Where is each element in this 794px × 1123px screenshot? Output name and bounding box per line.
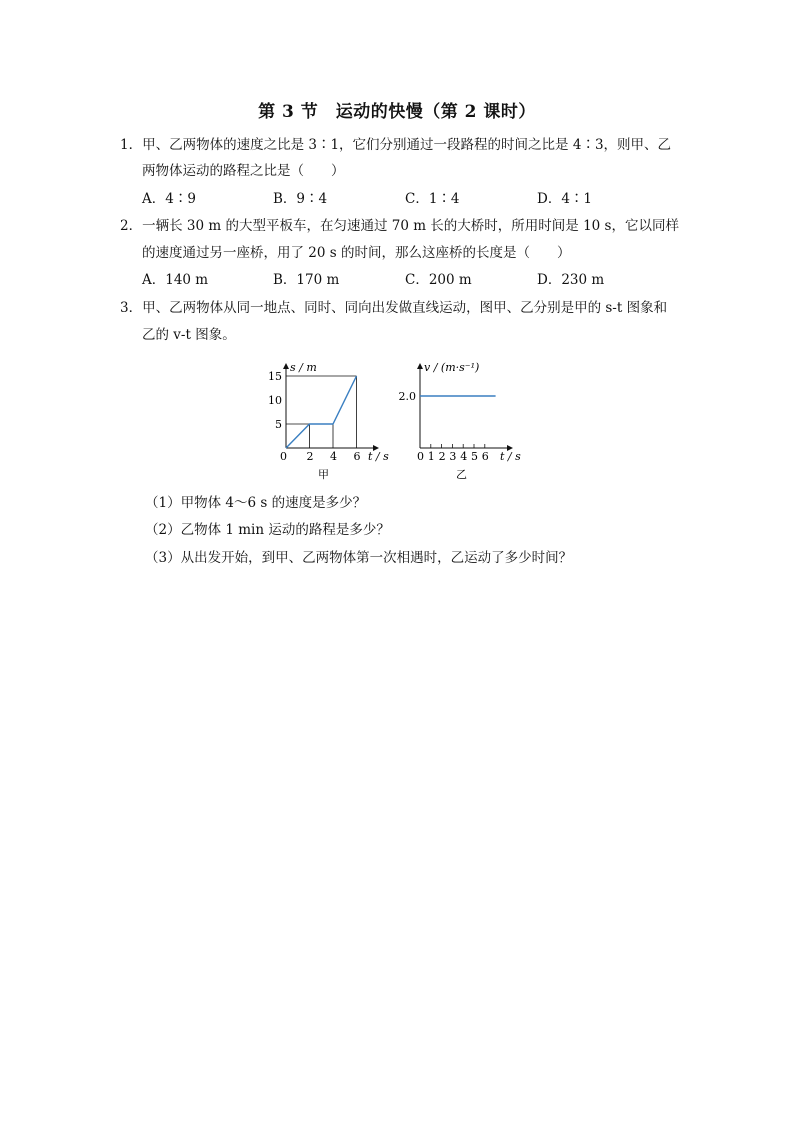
jia-caption: 甲 [318,468,329,481]
q1-option-d: D．4∶1 [537,191,593,207]
q3-line1: 3．甲、乙两物体从同一地点、同时、同向出发做直线运动，图甲、乙分别是甲的 s-t 图象和 [120,300,668,316]
yi-caption: 乙 [456,468,467,481]
chart-yi [399,361,522,481]
yi-x-tick-label: 1 [427,450,435,463]
q3-figure [262,358,532,488]
q1-option-b: B．9∶4 [273,191,328,207]
yi-x-axis-label: t / s [500,450,521,463]
q3-sub3: （3）从出发开始，到甲、乙两物体第一次相遇时，乙运动了多少时间？ [145,550,573,566]
q3-sub1: （1）甲物体 4～6 s 的速度是多少？ [145,495,367,511]
jia-y-tick-label: 15 [268,370,282,383]
chart-jia [268,361,389,481]
q1-option-a: A．4∶9 [142,191,196,207]
q3-sub2: （2）乙物体 1 min 运动的路程是多少？ [145,522,390,538]
jia-x-tick-label: 0 [280,450,287,463]
yi-y-tick-label: 2.0 [398,390,416,403]
jia-series-line [286,376,357,448]
q1-line1: 1．甲、乙两物体的速度之比是 3∶1，它们分别通过一段路程的时间之比是 4∶3，则甲、乙 [120,137,672,153]
q1-option-c: C．1∶4 [405,191,460,207]
q2-option-c: C．200 m [405,272,472,288]
graphs-svg [262,358,532,484]
yi-x-tick-label: 0 [417,450,424,463]
yi-x-tick-label: 2 [438,450,446,463]
page-title: 第 3 节 运动的快慢（第 2 课时） [258,102,536,122]
jia-x-tick-label: 2 [306,450,314,463]
q3-line2: 乙的 v-t 图象。 [142,327,236,343]
yi-x-tick-label: 6 [481,450,489,463]
q2-option-b: B．170 m [273,272,340,288]
yi-y-axis-label: v / (m·s⁻¹) [424,361,480,374]
q2-option-d: D．230 m [537,272,605,288]
jia-y-tick-label: 5 [275,418,282,431]
yi-x-tick-label: 4 [460,450,468,463]
jia-x-tick-label: 4 [330,450,337,463]
q1-line2: 两物体运动的路程之比是（ ） [142,163,345,179]
jia-y-axis-label: s / m [290,361,317,374]
q2-line2: 的速度通过另一座桥，用了 20 s 的时间，那么这座桥的长度是（ ） [142,245,571,261]
jia-x-tick-label: 6 [353,450,361,463]
jia-y-tick-label: 10 [268,394,282,407]
q2-option-a: A．140 m [142,272,209,288]
yi-x-tick-label: 5 [471,450,478,463]
jia-x-axis-label: t / s [368,450,389,463]
q2-line1: 2．一辆长 30 m 的大型平板车，在匀速通过 70 m 长的大桥时，所用时间是 10 s，它以同样 [120,218,679,234]
yi-x-tick-label: 3 [449,450,457,463]
